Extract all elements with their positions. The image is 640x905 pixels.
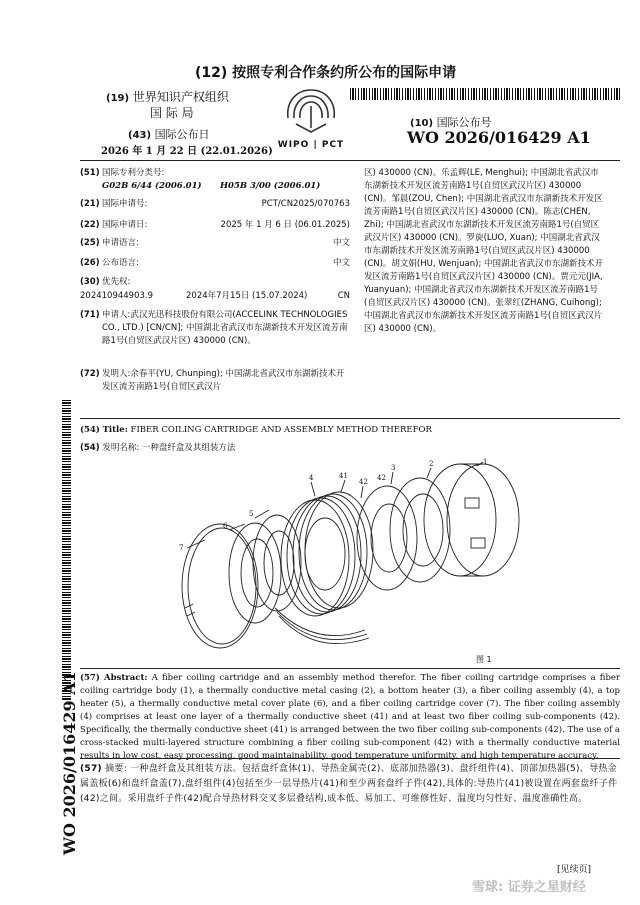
field-22-number: (22) <box>80 220 100 230</box>
title-cn-label: 发明名称: <box>102 443 140 453</box>
abstract-en-label: Abstract: <box>104 673 148 683</box>
abstract-en <box>80 672 620 763</box>
abstract-cn-label: 摘要: <box>105 764 128 774</box>
field-21-label: 国际申请号: <box>102 199 148 209</box>
inventor-text: 发明人:余春平(YU, Chunping); 中国湖北省武汉市东湖新技术开发区流芳南路1号(自贸区武汉片 <box>102 369 345 392</box>
field-22-label: 国际申请日: <box>102 220 148 230</box>
label-1: 1 <box>483 458 488 466</box>
ipc-class-1 <box>102 180 202 193</box>
watermark-text: 雪球: 证券之星财经 <box>472 880 586 895</box>
field-30-number: (30) <box>80 277 100 287</box>
organization-block <box>106 88 229 105</box>
document-type-title: (12) 按照专利合作条约所公布的国际申请 <box>195 65 457 81</box>
cartridge-cover-outline <box>182 524 258 648</box>
biblio-divider <box>80 418 620 419</box>
figure-divider <box>80 668 620 669</box>
ipc-class-2-text: H05B 3/00 (2006.01) <box>220 181 321 191</box>
field-51-number: (51) <box>80 168 100 178</box>
field-51-label: 国际专利分类号: <box>102 168 165 178</box>
pubdate-block <box>128 126 210 142</box>
label-6: 6 <box>223 522 228 530</box>
priority-date: 2024年7月15日 (15.07.2024) <box>186 291 308 301</box>
title-en-label: Title: <box>102 425 128 435</box>
wipo-logo <box>276 80 346 150</box>
fiber-cartridge-exploded-drawing <box>165 458 525 670</box>
abstract-divider <box>80 758 620 759</box>
label-5: 5 <box>249 510 254 518</box>
field-71-number: (71) <box>80 310 100 320</box>
ipc-class-2 <box>220 180 320 193</box>
title-en-value: FIBER COILING CARTRIDGE AND ASSEMBLY METHOD THEREFOR <box>130 425 432 435</box>
label-2: 2 <box>429 460 434 468</box>
pubdate-label: 国际公布日 <box>154 128 210 141</box>
publication-date: 2026 年 1 月 22 日 (22.01.2026) <box>101 146 273 157</box>
figure-caption: 图 1 <box>476 655 492 664</box>
field-21-number: (21) <box>80 199 100 209</box>
wipo-emblem-icon <box>276 80 346 140</box>
pubno-field-number: (10) <box>410 118 434 129</box>
bureau-name: 国 际 局 <box>150 106 194 120</box>
field-72-inventors <box>80 368 352 394</box>
title-cn-number: (54) <box>80 443 100 453</box>
barcode-horizontal <box>350 88 622 100</box>
field-26-label: 公布语言: <box>102 258 139 268</box>
org-name: 世界知识产权组织 <box>132 90 229 104</box>
metal-casing-outline <box>390 478 450 582</box>
abstract-en-text: A fiber coiling cartridge and an assembly method therefor. The fiber coiling cartridge comprises a fiber coiling cartridge body (1), a thermally conductive metal casing (2), a bottom heater (3), a fiber coiling assembly (4), a top heater (5), a thermally conductive metal cover plate (6), and a fiber coiling cartridge cover (7). The fiber coiling assembly (4) comprises at least one layer of a thermally conductive sheet (41) and at least two fiber coiling sub-components (42). Specifically, the thermally conductive sheet (41) is arranged between the two fiber coiling sub-components (42). The use of a cross-stacked multi-layered structure combining a fiber coiling sub-component (42) with a thermally conductive material results in low cost, easy processing, good maintainability, good temperature uniformity, and high temperature accuracy. <box>80 673 621 761</box>
abstract-cn-number: (57) <box>80 764 102 774</box>
abstract-cn <box>80 762 620 807</box>
title-cn-row <box>80 442 620 455</box>
label-42b: 42 <box>377 474 386 482</box>
filing-language: 中文 <box>332 238 350 248</box>
title-cn-value: 一种盘纤盒及其组装方法 <box>141 443 236 453</box>
publication-language: 中文 <box>332 258 350 268</box>
header-divider <box>80 160 620 161</box>
ipc-class-1-text: G02B 6/44 (2006.01) <box>102 181 202 191</box>
priority-country: CN <box>337 291 350 301</box>
publication-number: WO 2026/016429 A1 <box>407 128 591 147</box>
pubno-label: 国际公布号 <box>436 116 492 129</box>
wipo-logo-text: WIPO | PCT <box>277 140 345 150</box>
side-publication-number: WO 2026/016429 A1 <box>60 671 79 855</box>
abstract-cn-text: 一种盘纤盒及其组装方法。包括盘纤盒体(1)、导热金属壳(2)、底部加热器(3)、盘纤组件(4)、顶部加热器(5)、导热金属盖板(6)和盘纤盒盖(7),盘纤组件(4)包括至少一层导热片(41)和至少两套盘纤子件(42),具体的:导热片(41)被设置在两套盘纤子件(42)之间。采用盘纤子件(42)配合导热材料交叉多层叠结构,成本低、易加工、可维修性好、温度均匀性好、温度准确性高。 <box>80 764 618 804</box>
label-7: 7 <box>179 544 184 552</box>
pubdate-field-number: (43) <box>128 130 152 141</box>
applicant-text: 申请人:武汉光迅科技股份有限公司(ACCELINK TECHNOLOGIES CO., LTD.) [CN/CN]; 中国湖北省武汉市东湖新技术开发区流芳南路1号(自贸区武汉片区) 430000 (CN)。 <box>102 310 348 346</box>
label-41: 41 <box>339 472 348 480</box>
fiber-coil-outer <box>281 500 349 616</box>
label-4: 4 <box>309 474 314 482</box>
title-en-number: (54) <box>80 425 100 435</box>
label-42a: 42 <box>359 478 368 486</box>
cartridge-body-outline <box>424 464 496 576</box>
field-25-number: (25) <box>80 238 100 248</box>
field-71-applicant <box>80 309 352 348</box>
org-field-number: (19) <box>106 93 130 104</box>
field-26-number: (26) <box>80 258 100 268</box>
patent-figure <box>165 458 525 670</box>
abstract-en-number: (57) <box>80 673 100 683</box>
application-number: PCT/CN2025/070763 <box>261 199 350 209</box>
field-30-label: 优先权: <box>102 277 131 287</box>
field-72-number: (72) <box>80 369 100 379</box>
priority-application-number: 202410944903.9 <box>80 291 154 301</box>
filing-date: 2025 年 1 月 6 日 (06.01.2025) <box>220 220 350 230</box>
barcode-vertical <box>62 400 71 700</box>
inventors-continued: 区) 430000 (CN)。乐孟辉(LE, Menghui); 中国湖北省武汉市东湖新技术开发区流芳南路1号(自贸区武汉片区) 430000 (CN)。邹晨(ZOU, Chen); 中国湖北省武汉市东湖新技术开发区流芳南路1号(自贸区武汉片区) 430000 (CN)。陈志(CHEN, Zhi); 中国湖北省武汉市东湖新技术开发区流芳南路1号(自贸区武汉片区) 430000 (CN)。罗旋(LUO, Xuan); 中国湖北省武汉市东湖新技术开发区流芳南路1号(自贸区武汉片区) 430000 (CN)。胡文娟(HU, Wenjuan); 中国湖北省武汉市东湖新技术开发区流芳南路1号(自贸区武汉片区) 430000 (CN)。贾元元(JIA, Yuanyuan); 中国湖北省武汉市东湖新技术开发区流芳南路1号(自贸区武汉片区) 430000 (CN)。张翠红(ZHANG, Cuihong); 中国湖北省武汉市东湖新技术开发区流芳南路1号(自贸区武汉片区) 430000 (CN)。 <box>364 168 604 334</box>
title-en-row <box>80 424 620 437</box>
continued-note: [见续页] <box>557 865 592 875</box>
label-3: 3 <box>391 464 396 472</box>
field-25-label: 申请语言: <box>102 238 139 248</box>
